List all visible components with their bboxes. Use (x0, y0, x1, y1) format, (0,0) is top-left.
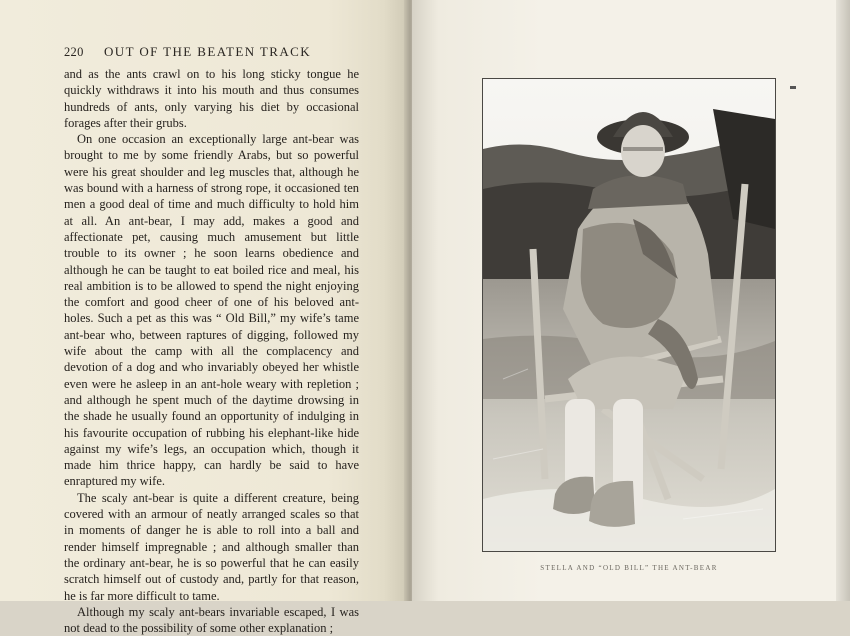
page-edge (836, 0, 850, 601)
photograph-image (483, 79, 775, 551)
paragraph: Although my scaly ant-bears invariable escaped, I was not dead to the possibility of some other explanation ; (64, 604, 359, 636)
page-number: 220 (64, 45, 84, 59)
paragraph: On one occasion an exceptionally large ant-bear was brought to me by some friendly Arabs, but so powerful were his great shoulder and leg muscles that, although he was bound with a harness of strong rope, it occasioned ten men a good deal of time and much difficulty to hold him at all. An ant-bear, I may add, makes a good and affectionate pet, causing much amusement but little trouble to its owner ; he soon learns obedience and although he can be taught to eat boiled rice and meal, his real ambition is to be allowed to spend the night enjoying the comfort and good cheer of one of his beloved ant-holes. Such a pet as this was “ Old Bill,” my wife’s tame ant-bear who, between raptures of digging, followed my wife about the camp with all the complacency and devotion of a dog and who invariably obeyed her whistle even were he asleep in an ant-hole weary with repletion ; and although he spent much of the daytime drowsing in the shade he usually found an opportunity of indulging in his favourite occupation of rubbing his elephant-like hide against my wife’s legs, an occupation which, though it made him thrice happy, can hardly be said to have enraptured my wife. (64, 132, 359, 489)
page-header (64, 44, 364, 60)
photo-caption: STELLA AND “OLD BILL” THE ANT-BEAR (540, 564, 718, 572)
left-page (0, 0, 408, 636)
paragraph: and as the ants crawl on to his long sticky tongue he quickly withdraws it into his mouth and thus consumes hundreds of ants, only varying his diet by occasional forages after their grubs. (64, 67, 359, 130)
running-head: OUT OF THE BEATEN TRACK (104, 44, 311, 59)
body-text (64, 66, 359, 636)
print-mark (790, 86, 796, 89)
paragraph: The scaly ant-bear is quite a different creature, being covered with an armour of neatly arranged scales so that in moments of danger he is able to roll into a ball and render himself impregnable ; and although smaller than the ordinary ant-bear, he is so powerful that he can easily scratch himself out of custody and, partly for that reason, he is far more difficult to tame. (64, 490, 359, 603)
photograph (482, 78, 776, 552)
